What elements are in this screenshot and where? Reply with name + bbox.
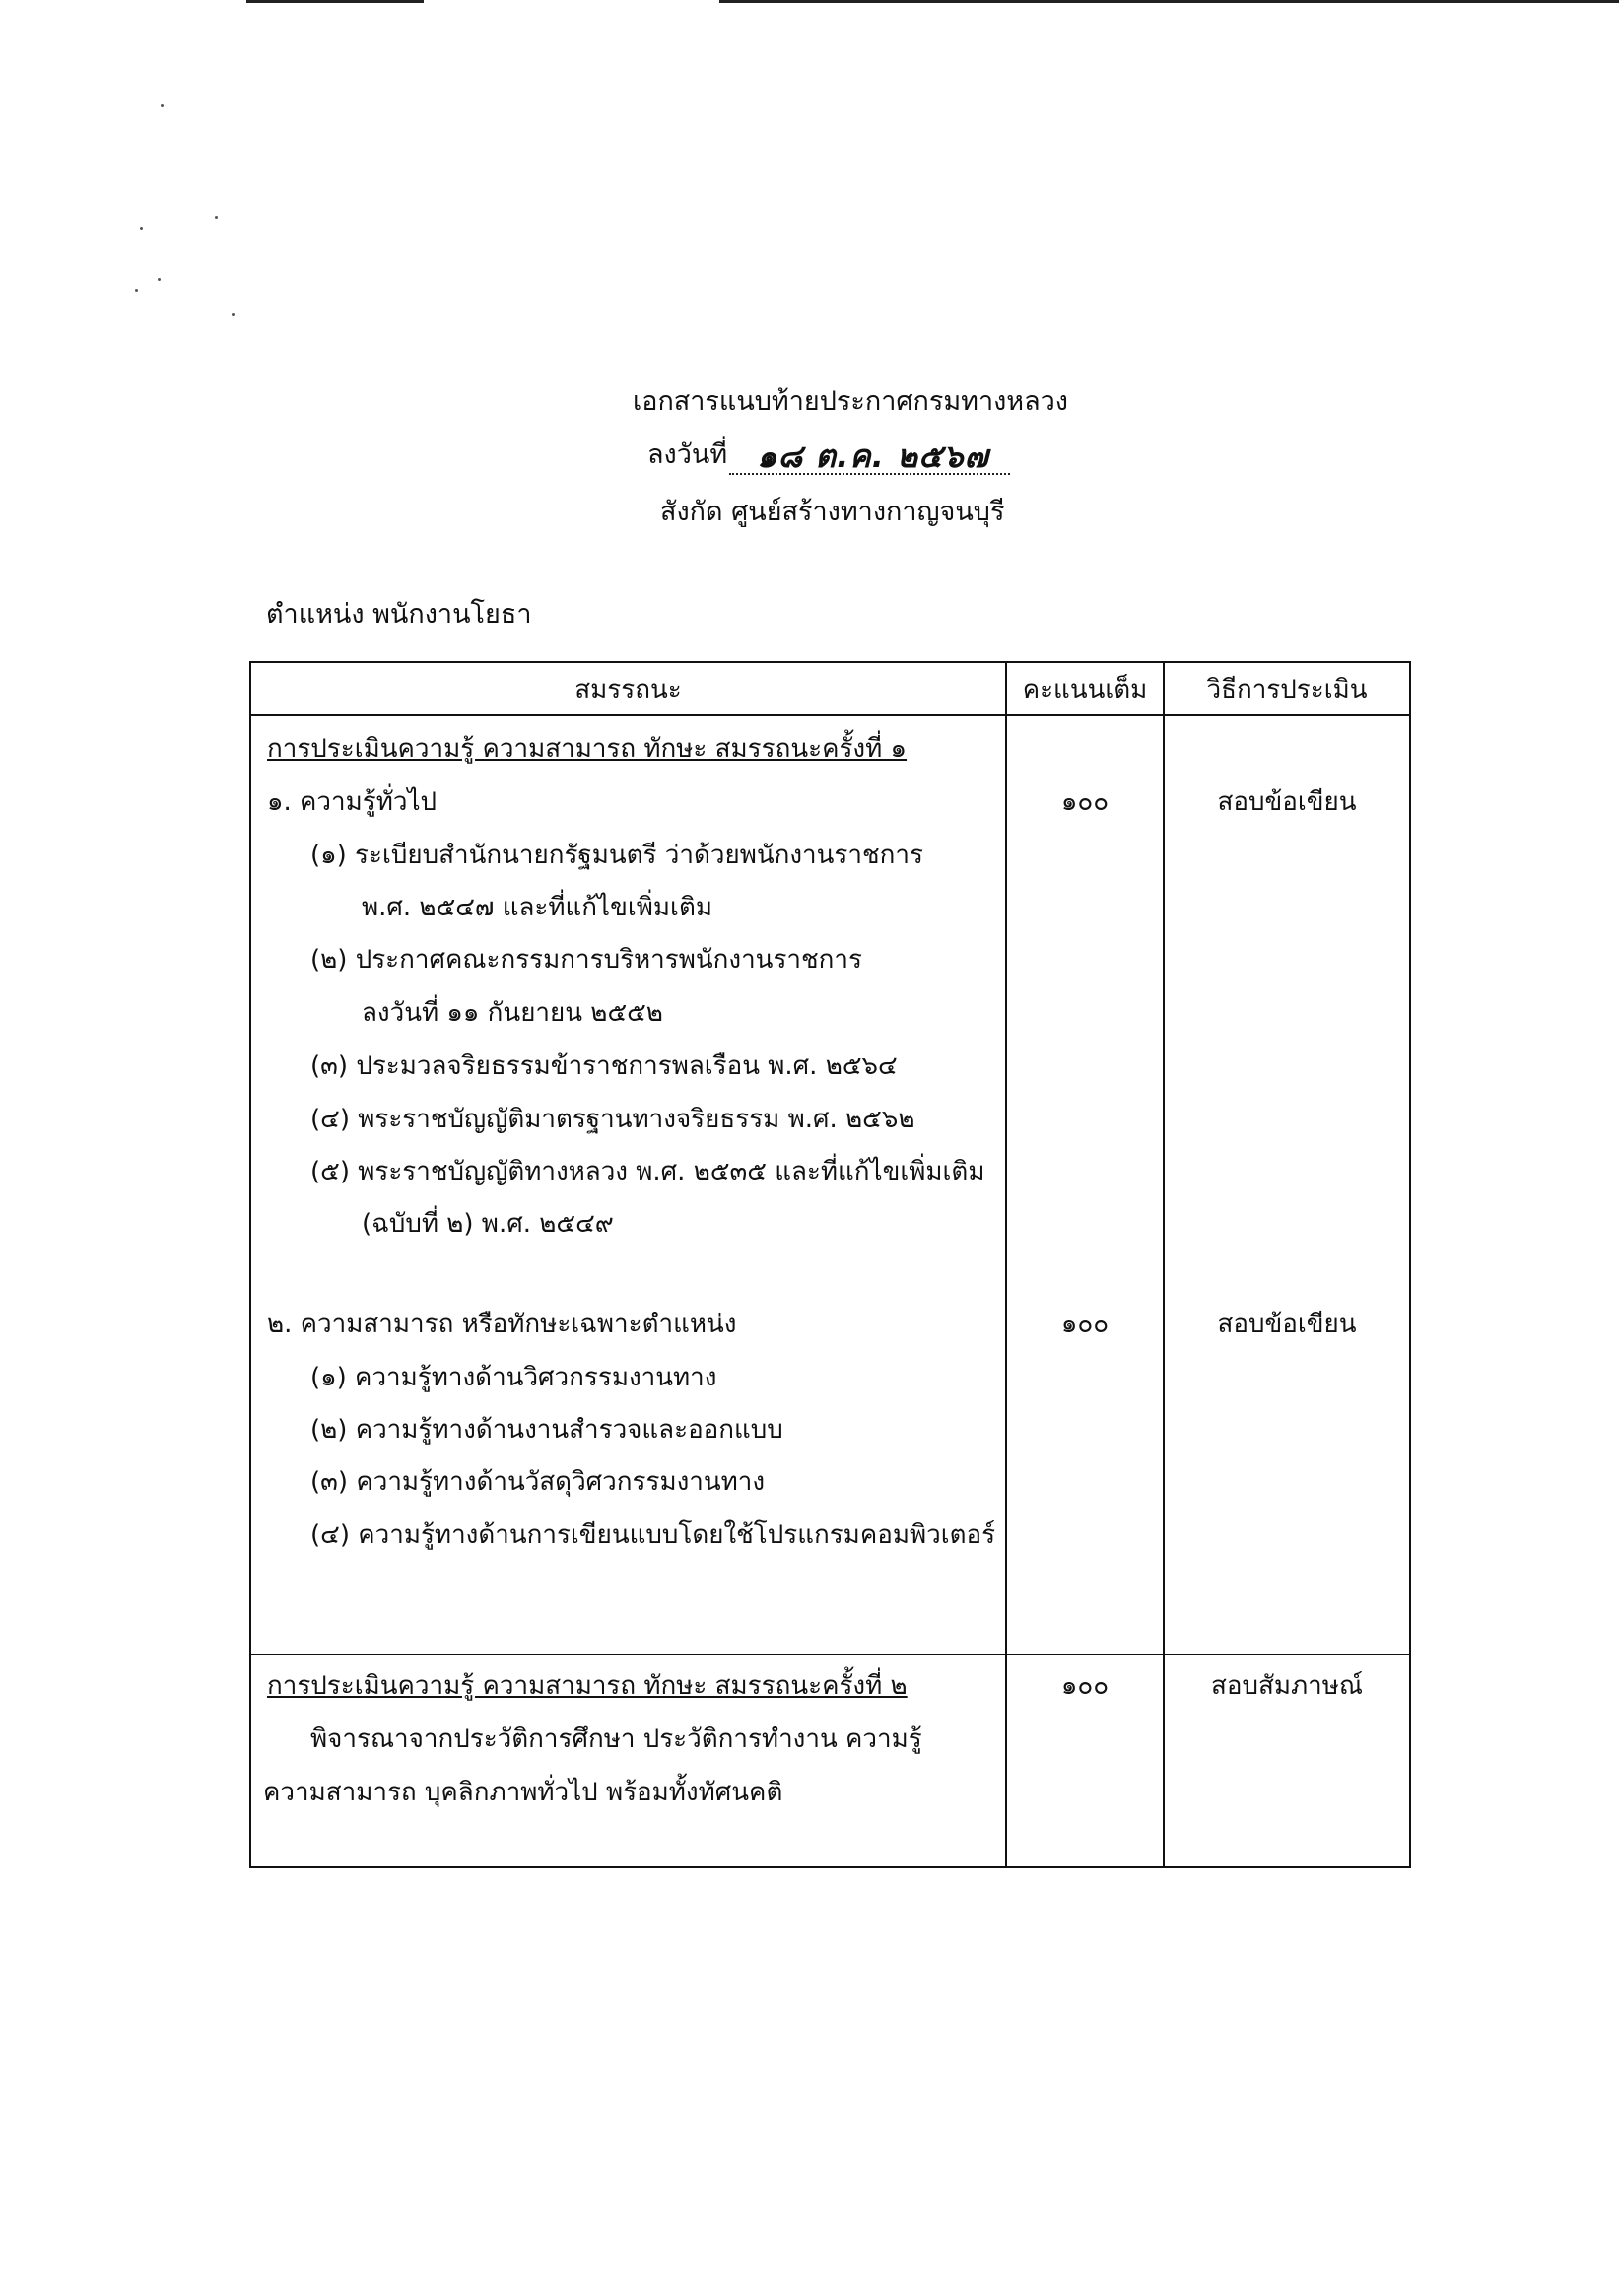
scan-speck bbox=[161, 104, 164, 107]
date-fill-line bbox=[729, 438, 1010, 475]
round2-method: สอบสัมภาษณ์ bbox=[1211, 1671, 1363, 1701]
section1-item: ลงวันที่ ๑๑ กันยายน ๒๕๕๒ bbox=[362, 998, 663, 1028]
round2-method-cell bbox=[1164, 1654, 1410, 1867]
competency-table bbox=[249, 661, 1411, 1868]
section2-score: ๑๐๐ bbox=[1060, 1310, 1110, 1339]
round1-row bbox=[250, 715, 1410, 1654]
scan-speck bbox=[140, 227, 143, 230]
section1-item: (ฉบับที่ ๒) พ.ศ. ๒๕๔๙ bbox=[362, 1209, 614, 1239]
scan-speck bbox=[158, 278, 161, 281]
section2-item: (๑) ความรู้ทางด้านวิศวกรรมงานทาง bbox=[310, 1363, 717, 1392]
round2-line: ความสามารถ บุคลิกภาพทั่วไป พร้อมทั้งทัศนคติ bbox=[263, 1778, 783, 1807]
section2-title: ๒. ความสามารถ หรือทักษะเฉพาะตำแหน่ง bbox=[267, 1310, 737, 1339]
header-assessment-method: วิธีการประเมิน bbox=[1164, 662, 1410, 715]
scan-edge-line-left bbox=[246, 0, 424, 3]
section1-item: (๑) ระเบียบสำนักนายกรัฐมนตรี ว่าด้วยพนักงานราชการ bbox=[310, 841, 923, 870]
scan-speck bbox=[215, 216, 218, 219]
round2-title: การประเมินความรู้ ความสามารถ ทักษะ สมรรถนะครั้งที่ ๒ bbox=[267, 1671, 908, 1701]
section1-method: สอบข้อเขียน bbox=[1217, 787, 1357, 817]
date-label: ลงวันที่ bbox=[647, 439, 728, 470]
document-title: เอกสารแนบท้ายประกาศกรมทางหลวง bbox=[633, 386, 1068, 417]
section2-method: สอบข้อเขียน bbox=[1217, 1310, 1357, 1339]
round2-score: ๑๐๐ bbox=[1060, 1671, 1110, 1701]
scan-speck bbox=[135, 289, 138, 292]
section1-item: (๒) ประกาศคณะกรรมการบริหารพนักงานราชการ bbox=[310, 945, 862, 975]
scan-speck bbox=[232, 313, 235, 316]
round1-competency-cell bbox=[250, 715, 1006, 1654]
handwritten-date: ๑๘ ต.ค. ๒๕๖๗ bbox=[757, 438, 989, 475]
round2-score-cell bbox=[1006, 1654, 1164, 1867]
header-full-score: คะแนนเต็ม bbox=[1006, 662, 1164, 715]
section2-item: (๒) ความรู้ทางด้านงานสำรวจและออกแบบ bbox=[310, 1415, 783, 1445]
affiliation: สังกัด ศูนย์สร้างทางกาญจนบุรี bbox=[660, 497, 1005, 527]
round1-score-cell bbox=[1006, 715, 1164, 1654]
round1-method-cell bbox=[1164, 715, 1410, 1654]
section2-item: (๓) ความรู้ทางด้านวัสดุวิศวกรรมงานทาง bbox=[310, 1467, 766, 1497]
section1-item: (๓) ประมวลจริยธรรมข้าราชการพลเรือน พ.ศ. ๒๕๖๔ bbox=[310, 1051, 898, 1081]
round2-row bbox=[250, 1654, 1410, 1867]
section2-item: (๔) ความรู้ทางด้านการเขียนแบบโดยใช้โปรแกรมคอมพิวเตอร์ bbox=[310, 1520, 996, 1550]
round2-line: พิจารณาจากประวัติการศึกษา ประวัติการทำงาน ความรู้ bbox=[310, 1724, 922, 1754]
scan-edge-line-right bbox=[719, 0, 1619, 3]
date-line bbox=[647, 433, 1010, 475]
section1-score: ๑๐๐ bbox=[1060, 787, 1110, 817]
table-header-row bbox=[250, 662, 1410, 715]
round2-competency-cell bbox=[250, 1654, 1006, 1867]
header-competency: สมรรถนะ bbox=[250, 662, 1006, 715]
section1-title: ๑. ความรู้ทั่วไป bbox=[267, 787, 438, 817]
round1-title: การประเมินความรู้ ความสามารถ ทักษะ สมรรถนะครั้งที่ ๑ bbox=[267, 734, 908, 764]
position-title: ตำแหน่ง พนักงานโยธา bbox=[266, 599, 532, 630]
section1-item: (๔) พระราชบัญญัติมาตรฐานทางจริยธรรม พ.ศ. ๒๕๖๒ bbox=[310, 1105, 915, 1134]
section1-item: พ.ศ. ๒๕๔๗ และที่แก้ไขเพิ่มเติม bbox=[362, 893, 712, 922]
section1-item: (๕) พระราชบัญญัติทางหลวง พ.ศ. ๒๕๓๕ และที่แก้ไขเพิ่มเติม bbox=[310, 1157, 985, 1186]
